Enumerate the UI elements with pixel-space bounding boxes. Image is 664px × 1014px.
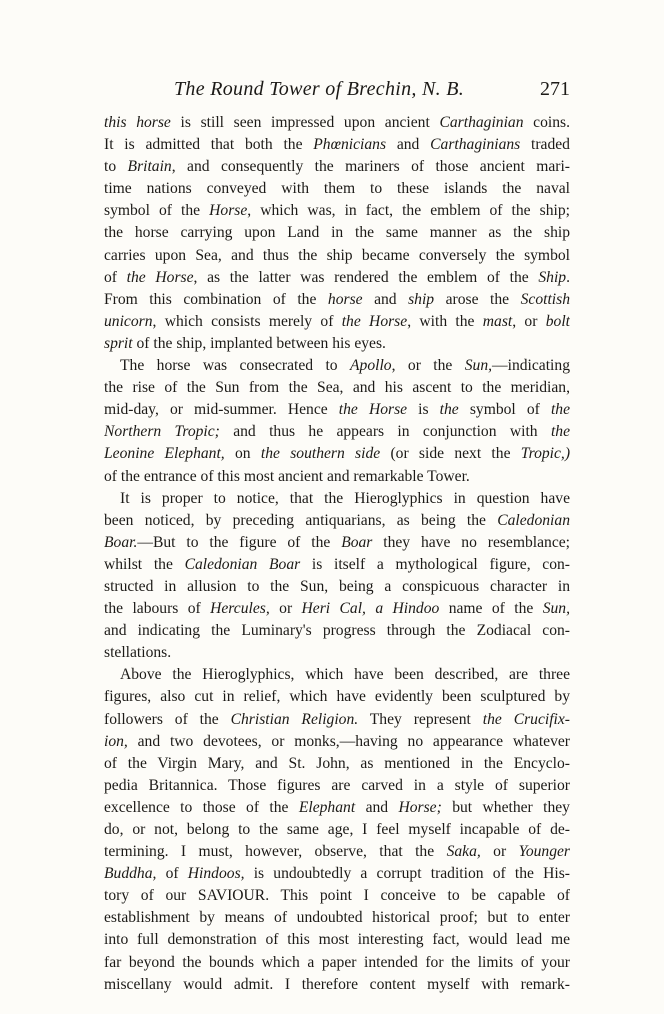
text-line — [104, 576, 570, 598]
text-line — [104, 267, 570, 289]
italic-phrase: the — [439, 401, 459, 419]
text-line-content: this horse is still seen impressed upon ancient Carthaginian coins. — [104, 114, 570, 131]
italic-phrase: the — [550, 423, 570, 441]
italic-phrase: Hindoos, — [187, 865, 245, 883]
italic-phrase: Carthaginians — [430, 136, 521, 154]
italic-phrase: Ship — [538, 268, 567, 286]
text-line — [104, 466, 570, 488]
text-line-content: The horse was consecrated to Apollo, or the Sun,—indicating — [120, 357, 570, 375]
text-line — [104, 200, 570, 222]
text-line-content: It is admitted that both the Phœnicians and Carthaginians traded — [104, 136, 570, 154]
italic-phrase: Northern Tropic; — [104, 423, 220, 441]
text-line — [104, 222, 570, 244]
text-line-content: and indicating the Luminary's progress through the Zodiacal con- — [104, 622, 570, 640]
text-line — [104, 797, 570, 819]
italic-phrase: Carthaginian — [439, 114, 524, 131]
text-line — [104, 156, 570, 178]
text-line — [104, 333, 570, 355]
running-head — [104, 78, 570, 104]
text-line-content: It is proper to notice, that the Hieroglyphics in question have — [120, 489, 570, 507]
text-line-content: of the Horse, as the latter was rendered the emblem of the Ship. — [104, 268, 570, 286]
text-line-content: excellence to those of the Elephant and Horse; but whether they — [104, 798, 570, 816]
text-line-content: carries upon Sea, and thus the ship became conversely the symbol — [104, 246, 570, 264]
italic-phrase: horse — [327, 290, 363, 308]
text-line — [104, 510, 570, 532]
italic-phrase: Caledonian Boar — [184, 555, 301, 573]
text-line-content: unicorn, which consists merely of the Horse, with the mast, or bolt — [104, 312, 570, 330]
text-line-content: Above the Hieroglyphics, which have been described, are three — [120, 666, 570, 684]
text-line — [104, 819, 570, 841]
text-line-content: termining. I must, however, observe, that the Saka, or Younger — [104, 843, 570, 861]
italic-phrase: Younger — [518, 843, 570, 861]
text-line-content: do, or not, belong to the same age, I feel myself incapable of de- — [104, 821, 570, 838]
running-title: The Round Tower of Brechin, N. B. — [174, 78, 465, 100]
text-line-content: the rise of the Sun from the Sea, and his ascent to the meridian, — [104, 379, 570, 397]
text-line — [104, 421, 570, 443]
text-line-content: Boar.—But to the figure of the Boar they have no resemblance; — [104, 533, 570, 551]
text-line-content: been noticed, by preceding antiquarians, as being the Caledonian — [104, 511, 570, 529]
italic-phrase: ion, — [104, 732, 128, 750]
text-line — [104, 974, 570, 996]
text-line — [104, 929, 570, 951]
text-line — [104, 289, 570, 311]
text-line — [104, 753, 570, 775]
italic-phrase: Sun, — [464, 357, 493, 375]
italic-phrase: Elephant — [298, 798, 356, 816]
text-line-content: Buddha, of Hindoos, is undoubtedly a corrupt tradition of the His- — [104, 865, 570, 883]
italic-phrase: the — [338, 401, 358, 419]
text-line — [104, 178, 570, 200]
text-line — [104, 355, 570, 377]
italic-phrase: Hercules, — [210, 600, 270, 618]
text-line-content: establishment by means of undoubted historical proof; but to enter — [104, 909, 570, 927]
text-line — [104, 620, 570, 642]
text-line — [104, 443, 570, 465]
text-line-content: of the entrance of this most ancient and remarkable Tower. — [104, 467, 470, 485]
italic-phrase: Saka, — [446, 843, 481, 861]
italic-phrase: Christian Religion. — [230, 710, 359, 728]
italic-phrase: Sun, — [542, 600, 570, 618]
text-line-content: far beyond the bounds which a paper intended for the limits of your — [104, 953, 570, 971]
italic-phrase: Scottish — [520, 290, 570, 308]
text-line — [104, 245, 570, 267]
italic-phrase: unicorn — [104, 312, 153, 330]
italic-phrase: the Horse — [126, 268, 194, 286]
italic-phrase: the — [550, 401, 570, 419]
text-line-content: the horse carrying upon Land in the same manner as the ship — [104, 224, 570, 242]
italic-phrase: bolt — [545, 312, 570, 330]
italic-phrase: the southern side — [260, 445, 381, 463]
text-line-content: Northern Tropic; and thus he appears in conjunction with the — [104, 423, 570, 441]
text-line-content: sprit of the ship, implanted between his eyes. — [104, 334, 386, 352]
text-line — [104, 399, 570, 421]
text-line — [104, 952, 570, 974]
italic-phrase: Horse; — [398, 798, 442, 816]
italic-phrase: Buddha, — [104, 865, 157, 883]
text-line-content: Leonine Elephant, on the southern side (or side next the Tropic,) — [104, 445, 570, 463]
italic-phrase: this horse — [104, 114, 171, 131]
text-line-content: followers of the Christian Religion. They represent the Crucifix- — [104, 710, 570, 728]
italic-phrase: Leonine Elephant, — [104, 445, 225, 463]
italic-phrase: Horse — [368, 401, 408, 419]
text-line-content: miscellany would admit. I therefore content myself with remark- — [104, 975, 570, 993]
italic-phrase: ship — [408, 290, 435, 308]
text-line — [104, 885, 570, 907]
italic-phrase: Apollo — [350, 357, 392, 375]
text-line-content: figures, also cut in relief, which have evidently been sculptured by — [104, 688, 570, 706]
text-line — [104, 863, 570, 885]
italic-phrase: Boar — [341, 533, 373, 551]
text-line — [104, 642, 570, 664]
body-text — [104, 112, 570, 996]
text-line — [104, 686, 570, 708]
italic-phrase: sprit — [104, 334, 133, 352]
text-line — [104, 311, 570, 333]
text-line-content: mid-day, or mid-summer. Hence the Horse is the symbol of the — [104, 401, 570, 419]
text-line — [104, 709, 570, 731]
text-line-content: structed in allusion to the Sun, being a conspicuous character in — [104, 577, 570, 595]
text-line-content: to Britain, and consequently the mariners of those ancient mari- — [104, 158, 570, 176]
text-line-content: of the Virgin Mary, and St. John, as mentioned in the Encyclo- — [104, 754, 570, 772]
text-line-content: tory of our SAVIOUR. This point I conceive to be capable of — [104, 887, 570, 905]
italic-phrase: Phœnicians — [313, 136, 387, 154]
text-line — [104, 731, 570, 753]
text-line — [104, 532, 570, 554]
text-line-content: symbol of the Horse, which was, in fact, the emblem of the ship; — [104, 202, 570, 220]
text-line-content: into full demonstration of this most interesting fact, would lead me — [104, 931, 570, 949]
text-line — [104, 377, 570, 399]
italic-phrase: the Crucifix- — [482, 710, 570, 728]
italic-phrase: Horse — [209, 202, 248, 220]
text-line — [104, 907, 570, 929]
text-line — [104, 664, 570, 686]
text-line-content: stellations. — [104, 644, 172, 662]
italic-phrase: Britain — [127, 158, 172, 176]
italic-phrase: Heri Cal, a Hindoo — [301, 600, 440, 618]
text-line — [104, 134, 570, 156]
text-line — [104, 775, 570, 797]
text-line — [104, 598, 570, 620]
text-line — [104, 841, 570, 863]
italic-phrase: Caledonian — [497, 511, 570, 529]
text-line-content: ion, and two devotees, or monks,—having no appearance whatever — [104, 732, 570, 750]
italic-phrase: Boar. — [104, 533, 138, 551]
text-line-content: the labours of Hercules, or Heri Cal, a Hindoo name of the Sun, — [104, 600, 570, 618]
text-line — [104, 112, 570, 134]
text-line-content: From this combination of the horse and ship arose the Scottish — [104, 290, 570, 308]
italic-phrase: Tropic,) — [520, 445, 570, 463]
text-line-content: pedia Britannica. Those figures are carved in a style of superior — [104, 776, 570, 794]
text-line-content: whilst the Caledonian Boar is itself a mythological figure, con- — [104, 555, 570, 573]
text-line — [104, 554, 570, 576]
italic-phrase: mast — [482, 312, 513, 330]
text-line-content: time nations conveyed with them to these islands the naval — [104, 180, 570, 198]
text-line — [104, 488, 570, 510]
page-number: 271 — [540, 78, 570, 100]
italic-phrase: the Horse — [341, 312, 408, 330]
